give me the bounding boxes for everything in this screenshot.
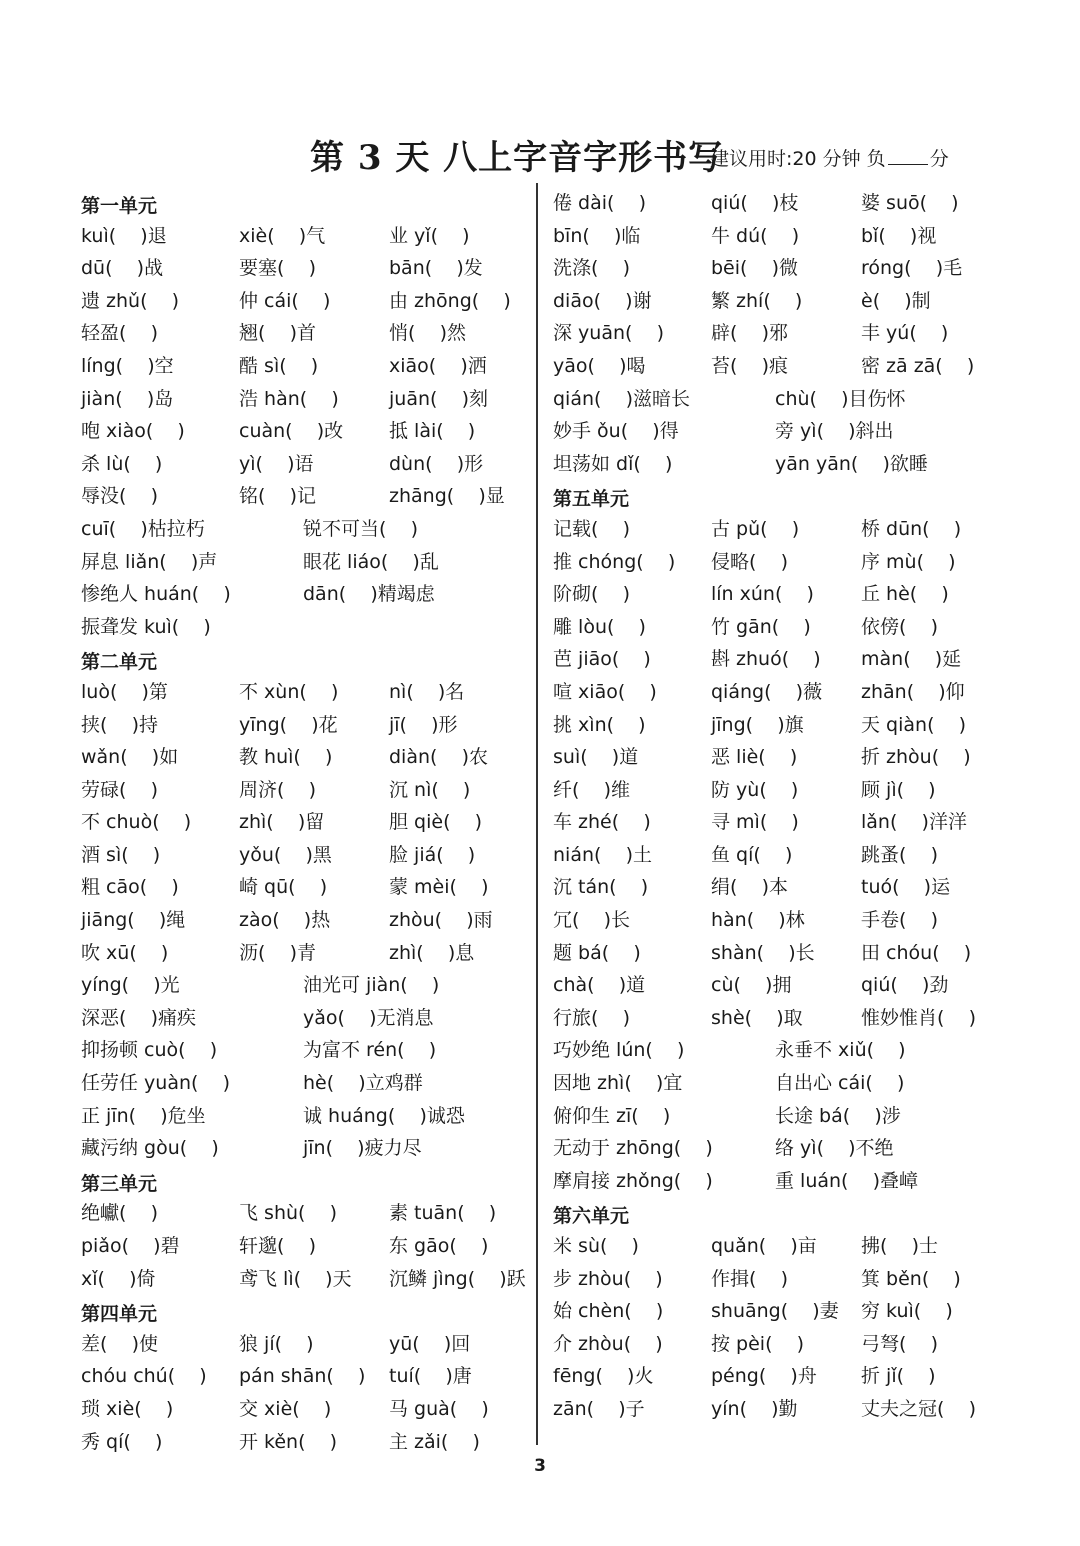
exercise-row: [553, 1002, 1013, 1035]
exercise-item[interactable]: 桥 dūn( ): [861, 517, 962, 540]
exercise-item[interactable]: dùn( )形: [389, 452, 484, 475]
exercise-item[interactable]: 牛 dú( ): [711, 224, 800, 247]
exercise-item[interactable]: jī( )形: [389, 713, 458, 736]
exercise-item[interactable]: 沉鳞 jìng( )跃: [389, 1267, 526, 1290]
exercise-item[interactable]: qiáng( )薇: [711, 680, 823, 703]
exercise-item[interactable]: diàn( )农: [389, 746, 489, 769]
exercise-item[interactable]: 络 yì( )不绝: [775, 1137, 894, 1160]
exercise-item[interactable]: 屏息 liǎn( )声: [81, 550, 218, 573]
exercise-row: [553, 383, 1013, 416]
exercise-item[interactable]: 任劳任 yuàn( ): [81, 1072, 230, 1095]
exercise-row: [553, 546, 1013, 579]
exercise-row: [81, 709, 541, 742]
exercise-item[interactable]: 丈夫之冠( ): [861, 1397, 976, 1420]
exercise-item[interactable]: 诚 huáng( )诚恐: [303, 1104, 465, 1127]
exercise-row: [553, 937, 1013, 970]
exercise-item[interactable]: 无动于 zhōng( ): [553, 1137, 713, 1160]
exercise-item[interactable]: 米 sù( ): [553, 1235, 639, 1257]
exercise-item[interactable]: 蒙 mèi( ): [389, 876, 489, 899]
exercise-row: [553, 774, 1013, 807]
exercise-item[interactable]: zān( )子: [553, 1397, 645, 1420]
exercise-row: [553, 709, 1013, 742]
exercise-row: [81, 904, 541, 937]
exercise-row: [81, 806, 541, 839]
section-title: 第六单元: [553, 1205, 630, 1228]
exercise-row: [81, 676, 541, 709]
exercise-item[interactable]: 辟( )邪: [711, 322, 788, 345]
exercise-item[interactable]: jiāng( )绳: [81, 909, 186, 932]
section-heading-row: [81, 1295, 541, 1328]
exercise-item[interactable]: 婆 suō( ): [861, 192, 959, 214]
exercise-item[interactable]: juān( )刻: [389, 387, 488, 410]
exercise-item[interactable]: yū( )回: [389, 1332, 471, 1355]
exercise-item[interactable]: 开 kěn( ): [239, 1430, 338, 1453]
exercise-row: [81, 1230, 541, 1263]
exercise-item[interactable]: màn( )延: [861, 648, 962, 671]
exercise-item[interactable]: 防 yù( ): [711, 778, 799, 801]
exercise-item[interactable]: 长途 bá( )涉: [775, 1104, 901, 1127]
exercise-row: [81, 350, 541, 383]
exercise-item[interactable]: 胆 qiè( ): [389, 811, 483, 834]
exercise-row: [553, 1295, 1013, 1328]
right-column: [553, 187, 1013, 1426]
exercise-item[interactable]: 粗 cāo( ): [81, 876, 179, 899]
exercise-item[interactable]: 不 xùn( ): [239, 680, 339, 703]
exercise-item[interactable]: dān( )精竭虑: [303, 583, 435, 606]
exercise-item[interactable]: 手卷( ): [861, 909, 938, 932]
exercise-item[interactable]: wǎn( )如: [81, 746, 179, 769]
exercise-item[interactable]: 重 luán( )叠嶂: [775, 1169, 919, 1192]
exercise-item[interactable]: zhòu( )雨: [389, 909, 493, 932]
exercise-item[interactable]: 永垂不 xiǔ( ): [775, 1039, 906, 1062]
exercise-item[interactable]: chù( )目伤怀: [775, 387, 906, 410]
exercise-row: [553, 1165, 1013, 1198]
exercise-item[interactable]: quǎn( )亩: [711, 1235, 817, 1257]
exercise-item[interactable]: 主 zǎi( ): [389, 1430, 480, 1453]
exercise-item[interactable]: yíng( )光: [81, 974, 180, 997]
exercise-row: [81, 415, 541, 448]
exercise-item[interactable]: 穷 kuì( ): [861, 1300, 953, 1323]
exercise-item[interactable]: 阶砌( ): [553, 583, 630, 606]
exercise-row: [553, 448, 1013, 481]
exercise-item[interactable]: 摩肩接 zhǒng( ): [553, 1169, 713, 1192]
exercise-item[interactable]: jīn( )疲力尽: [303, 1137, 422, 1160]
exercise-item[interactable]: 咆 xiào( ): [81, 420, 185, 443]
exercise-row: [81, 839, 541, 872]
exercise-item[interactable]: xiāo( )洒: [389, 354, 487, 377]
exercise-item[interactable]: 俯仰生 zī( ): [553, 1104, 671, 1127]
section-title: 第五单元: [553, 488, 630, 511]
exercise-item[interactable]: 弓弩( ): [861, 1332, 938, 1355]
exercise-item[interactable]: 素 tuān( ): [389, 1202, 497, 1225]
exercise-item[interactable]: péng( )舟: [711, 1365, 817, 1388]
exercise-item[interactable]: 绝巘( ): [81, 1202, 158, 1225]
exercise-item[interactable]: 箕 běn( ): [861, 1267, 961, 1290]
exercise-item[interactable]: 仲 cái( ): [239, 289, 331, 312]
exercise-row: [553, 643, 1013, 676]
exercise-row: [553, 904, 1013, 937]
exercise-item[interactable]: 挟( )持: [81, 713, 158, 736]
exercise-row: [553, 252, 1013, 285]
exercise-item[interactable]: 恶 liè( ): [711, 746, 798, 769]
exercise-row: [81, 1197, 541, 1230]
exercise-row: [553, 578, 1013, 611]
exercise-row: [81, 317, 541, 350]
exercise-item[interactable]: 寻 mì( ): [711, 811, 799, 834]
exercise-item[interactable]: 由 zhōng( ): [389, 289, 511, 312]
exercise-item[interactable]: yín( )勤: [711, 1397, 798, 1420]
exercise-item[interactable]: qián( )滋暗长: [553, 387, 691, 410]
exercise-item[interactable]: 按 pèi( ): [711, 1332, 805, 1355]
exercise-item[interactable]: 喧 xiāo( ): [553, 680, 657, 703]
exercise-item[interactable]: zào( )热: [239, 909, 331, 932]
exercise-item[interactable]: shàn( )长: [711, 941, 815, 964]
exercise-item[interactable]: qiú( )劲: [861, 974, 949, 997]
exercise-row: [553, 350, 1013, 383]
exercise-item[interactable]: jiàn( )岛: [81, 387, 174, 410]
exercise-item[interactable]: 酒 sì( ): [81, 843, 161, 866]
exercise-row: [81, 252, 541, 285]
title-info: [710, 144, 949, 171]
exercise-item[interactable]: hàn( )林: [711, 909, 805, 932]
exercise-item[interactable]: 行旅( ): [553, 1006, 630, 1029]
exercise-item[interactable]: nián( )土: [553, 843, 652, 866]
exercise-item[interactable]: 惨绝人 huán( ): [81, 583, 231, 606]
exercise-row: [81, 1360, 541, 1393]
exercise-row: [553, 1100, 1013, 1133]
exercise-row: [553, 220, 1013, 253]
exercise-item[interactable]: 题 bá( ): [553, 941, 641, 964]
exercise-item[interactable]: pán shān( ): [239, 1365, 366, 1388]
page-number: 3: [534, 1456, 546, 1476]
exercise-item[interactable]: 顾 jì( ): [861, 778, 936, 801]
section-heading-row: [81, 1165, 541, 1198]
exercise-row: [81, 1426, 541, 1459]
exercise-item[interactable]: 介 zhòu( ): [553, 1332, 663, 1355]
section-title: 第一单元: [81, 195, 158, 217]
exercise-item[interactable]: 丘 hè( ): [861, 583, 949, 606]
page-title: 第 3 天 八上字音字形书写: [310, 138, 724, 178]
exercise-item[interactable]: 天 qiàn( ): [861, 713, 967, 736]
exercise-item[interactable]: 不 chuò( ): [81, 811, 192, 834]
exercise-row: [553, 317, 1013, 350]
exercise-item[interactable]: 推 chóng( ): [553, 550, 676, 573]
exercise-item[interactable]: 跳蚤( ): [861, 843, 938, 866]
section-heading-row: [553, 480, 1013, 513]
exercise-row: [81, 1132, 541, 1165]
exercise-item[interactable]: zhān( )仰: [861, 680, 965, 703]
section-title: 第二单元: [81, 651, 158, 674]
exercise-item[interactable]: 抑扬顿 cuò( ): [81, 1039, 218, 1062]
exercise-item[interactable]: 挑 xìn( ): [553, 713, 646, 736]
exercise-row: [553, 285, 1013, 318]
exercise-item[interactable]: 崎 qū( ): [239, 876, 328, 899]
exercise-item[interactable]: 芭 jiāo( ): [553, 648, 651, 671]
exercise-row: [81, 611, 541, 644]
exercise-row: [81, 220, 541, 253]
exercise-item[interactable]: 藏污纳 gòu( ): [81, 1137, 219, 1160]
exercise-item[interactable]: 杀 lù( ): [81, 452, 163, 475]
exercise-row: [553, 1263, 1013, 1296]
exercise-row: [553, 806, 1013, 839]
exercise-row: [81, 871, 541, 904]
exercise-item[interactable]: 步 zhòu( ): [553, 1267, 663, 1290]
exercise-item[interactable]: 狼 jí( ): [239, 1332, 314, 1355]
exercise-item[interactable]: 为富不 rén( ): [303, 1039, 437, 1062]
exercise-item[interactable]: dū( )战: [81, 257, 164, 280]
exercise-item[interactable]: 因地 zhì( )宜: [553, 1072, 683, 1095]
exercise-row: [553, 1067, 1013, 1100]
exercise-item[interactable]: 旁 yì( )斜出: [775, 420, 894, 443]
exercise-item[interactable]: 繁 zhí( ): [711, 289, 803, 312]
exercise-item[interactable]: 遗 zhǔ( ): [81, 289, 180, 312]
exercise-item[interactable]: 纤( )维: [553, 778, 630, 801]
exercise-item[interactable]: yān yān( )欲睡: [775, 452, 928, 475]
exercise-row: [81, 285, 541, 318]
exercise-item[interactable]: 飞 shù( ): [239, 1202, 338, 1225]
exercise-row: [81, 546, 541, 579]
exercise-item[interactable]: 冗( )长: [553, 909, 630, 932]
exercise-item[interactable]: jīng( )旗: [711, 713, 804, 736]
exercise-item[interactable]: yīng( )花: [239, 713, 338, 736]
score-suffix: 分: [929, 148, 949, 170]
score-prefix: 负: [866, 148, 886, 170]
exercise-row: [81, 1034, 541, 1067]
exercise-item[interactable]: 正 jīn( )危坐: [81, 1104, 206, 1127]
exercise-item[interactable]: hè( )立鸡群: [303, 1072, 423, 1095]
exercise-row: [553, 1393, 1013, 1426]
exercise-row: [81, 969, 541, 1002]
exercise-row: [553, 1360, 1013, 1393]
exercise-item[interactable]: 田 chóu( ): [861, 941, 972, 964]
exercise-item[interactable]: yāo( )喝: [553, 354, 646, 377]
section-title: 第四单元: [81, 1303, 158, 1326]
exercise-item[interactable]: 惟妙惟肖( ): [861, 1006, 976, 1029]
exercise-item[interactable]: fēng( )火: [553, 1365, 654, 1388]
exercise-item[interactable]: piǎo( )碧: [81, 1235, 180, 1257]
exercise-item[interactable]: bān( )发: [389, 257, 483, 280]
exercise-item[interactable]: 沥( )青: [239, 941, 316, 964]
exercise-item[interactable]: 竹 gān( ): [711, 615, 811, 638]
exercise-item[interactable]: 记载( ): [553, 517, 630, 540]
exercise-item[interactable]: qiú( )枝: [711, 192, 799, 214]
exercise-item[interactable]: 辱没( ): [81, 485, 158, 508]
exercise-row: [81, 480, 541, 513]
exercise-row: [553, 1132, 1013, 1165]
exercise-item[interactable]: 眼花 liáo( )乱: [303, 550, 439, 573]
exercise-item[interactable]: 序 mù( ): [861, 550, 956, 573]
exercise-item[interactable]: 绢( )本: [711, 876, 788, 899]
exercise-item[interactable]: 业 yǐ( ): [389, 224, 470, 247]
exercise-item[interactable]: 浩 hàn( ): [239, 387, 339, 410]
exercise-item[interactable]: suì( )道: [553, 746, 639, 769]
exercise-item[interactable]: 坦荡如 dǐ( ): [553, 452, 673, 475]
exercise-row: [553, 969, 1013, 1002]
exercise-item[interactable]: 差( )使: [81, 1332, 158, 1355]
exercise-item[interactable]: lǎn( )洋洋: [861, 811, 967, 834]
exercise-item[interactable]: 沉 nì( ): [389, 778, 471, 801]
exercise-row: [553, 1328, 1013, 1361]
exercise-item[interactable]: 妙手 ǒu( )得: [553, 420, 679, 443]
exercise-row: [553, 871, 1013, 904]
exercise-item[interactable]: tuí( )唐: [389, 1365, 472, 1388]
exercise-row: [553, 611, 1013, 644]
section-heading-row: [81, 643, 541, 676]
exercise-item[interactable]: shuāng( )妻: [711, 1300, 839, 1323]
exercise-item[interactable]: 雕 lòu( ): [553, 615, 646, 638]
exercise-item[interactable]: cuī( )枯拉朽: [81, 517, 205, 540]
exercise-row: [553, 1230, 1013, 1263]
exercise-row: [81, 937, 541, 970]
exercise-item[interactable]: xǐ( )倚: [81, 1267, 156, 1290]
exercise-item[interactable]: bēi( )微: [711, 257, 799, 280]
exercise-row: [81, 1328, 541, 1361]
exercise-item[interactable]: 侵略( ): [711, 550, 788, 573]
exercise-item[interactable]: 折 jǐ( ): [861, 1365, 936, 1388]
exercise-item[interactable]: 密 zā zā( ): [861, 354, 975, 377]
exercise-item[interactable]: 折 zhòu( ): [861, 746, 971, 769]
exercise-item[interactable]: tuó( )运: [861, 876, 951, 899]
exercise-item[interactable]: 洗涤( ): [553, 257, 630, 280]
exercise-item[interactable]: 沉 tán( ): [553, 876, 649, 899]
exercise-item[interactable]: 车 zhé( ): [553, 811, 651, 834]
exercise-item[interactable]: 深 yuān( ): [553, 322, 664, 345]
exercise-item[interactable]: 锐不可当( ): [303, 517, 418, 540]
exercise-item[interactable]: 东 gāo( ): [389, 1235, 489, 1257]
exercise-row: [553, 187, 1013, 220]
exercise-item[interactable]: è( )制: [861, 289, 931, 312]
exercise-row: [81, 383, 541, 416]
exercise-item[interactable]: 深恶( )痛疾: [81, 1006, 196, 1029]
exercise-row: [81, 741, 541, 774]
exercise-item[interactable]: 拂( )士: [861, 1235, 938, 1257]
exercise-row: [553, 415, 1013, 448]
exercise-item[interactable]: 古 pǔ( ): [711, 517, 800, 540]
exercise-item[interactable]: yì( )语: [239, 452, 314, 475]
exercise-item[interactable]: zhì( )息: [389, 941, 475, 964]
exercise-item[interactable]: 依傍( ): [861, 615, 938, 638]
exercise-row: [81, 513, 541, 546]
exercise-item[interactable]: 悄( )然: [389, 322, 466, 345]
exercise-item[interactable]: lín xún( ): [711, 583, 814, 606]
exercise-row: [81, 578, 541, 611]
exercise-item[interactable]: 丰 yú( ): [861, 322, 949, 345]
exercise-item[interactable]: 劳碌( ): [81, 778, 158, 801]
exercise-item[interactable]: 交 xiè( ): [239, 1397, 332, 1420]
exercise-item[interactable]: shè( )取: [711, 1006, 803, 1029]
exercise-item[interactable]: 始 chèn( ): [553, 1300, 664, 1323]
exercise-item[interactable]: líng( )空: [81, 354, 174, 377]
exercise-row: [553, 839, 1013, 872]
exercise-item[interactable]: 轩邈( ): [239, 1235, 316, 1257]
exercise-row: [553, 1034, 1013, 1067]
section-heading-row: [81, 187, 541, 220]
exercise-item[interactable]: 脸 jiá( ): [389, 843, 476, 866]
exercise-item[interactable]: nì( )名: [389, 680, 465, 703]
exercise-item[interactable]: bīn( )临: [553, 224, 641, 247]
exercise-row: [81, 1100, 541, 1133]
exercise-row: [81, 1067, 541, 1100]
exercise-item[interactable]: cù( )拥: [711, 974, 792, 997]
exercise-item[interactable]: 自出心 cái( ): [775, 1072, 905, 1095]
exercise-item[interactable]: zhāng( )显: [389, 485, 505, 508]
exercise-item[interactable]: 铭( )记: [239, 485, 316, 508]
exercise-item[interactable]: diāo( )谢: [553, 289, 652, 312]
exercise-item[interactable]: 翘( )首: [239, 322, 316, 345]
exercise-item[interactable]: 马 guà( ): [389, 1397, 489, 1420]
exercise-row: [553, 676, 1013, 709]
exercise-item[interactable]: róng( )毛: [861, 257, 963, 280]
exercise-row: [553, 741, 1013, 774]
exercise-item[interactable]: 周济( ): [239, 778, 316, 801]
exercise-item[interactable]: 倦 dài( ): [553, 192, 647, 214]
section-title: 第三单元: [81, 1172, 158, 1195]
exercise-item[interactable]: zhì( )留: [239, 811, 325, 834]
left-column: [81, 187, 541, 1458]
exercise-item[interactable]: yǒu( )黑: [239, 843, 332, 866]
time-suggestion: 建议用时:20 分钟: [710, 148, 861, 170]
score-blank[interactable]: [888, 163, 928, 165]
exercise-item[interactable]: 油光可 jiàn( ): [303, 974, 440, 997]
exercise-item[interactable]: 抵 lài( ): [389, 420, 476, 443]
exercise-item[interactable]: bǐ( )视: [861, 224, 937, 247]
exercise-item[interactable]: chà( )道: [553, 974, 646, 997]
exercise-item[interactable]: 鸢飞 lì( )天: [239, 1267, 352, 1290]
exercise-item[interactable]: xiè( )气: [239, 224, 326, 247]
exercise-item[interactable]: 苔( )痕: [711, 354, 788, 377]
exercise-row: [81, 1263, 541, 1296]
exercise-row: [81, 1393, 541, 1426]
exercise-item[interactable]: 作揖( ): [711, 1267, 788, 1290]
exercise-item[interactable]: 秀 qí( ): [81, 1430, 163, 1453]
exercise-item[interactable]: 鱼 qí( ): [711, 843, 793, 866]
exercise-item[interactable]: cuàn( )改: [239, 420, 344, 443]
exercise-item[interactable]: luò( )第: [81, 680, 168, 703]
exercise-row: [81, 1002, 541, 1035]
exercise-item[interactable]: kuì( )退: [81, 224, 167, 247]
section-heading-row: [553, 1197, 1013, 1230]
exercise-item[interactable]: 斟 zhuó( ): [711, 648, 821, 671]
exercise-item[interactable]: 琐 xiè( ): [81, 1397, 174, 1420]
exercise-row: [553, 513, 1013, 546]
exercise-item[interactable]: 吹 xū( ): [81, 941, 169, 964]
exercise-item[interactable]: 振聋发 kuì( ): [81, 615, 211, 638]
exercise-item[interactable]: 轻盈( ): [81, 322, 158, 345]
exercise-item[interactable]: 酷 sì( ): [239, 354, 319, 377]
exercise-row: [81, 448, 541, 481]
exercise-row: [81, 774, 541, 807]
exercise-item[interactable]: 要塞( ): [239, 257, 316, 280]
exercise-item[interactable]: 巧妙绝 lún( ): [553, 1039, 685, 1062]
exercise-item[interactable]: yǎo( )无消息: [303, 1006, 434, 1029]
exercise-item[interactable]: chóu chú( ): [81, 1365, 207, 1388]
exercise-item[interactable]: 教 huì( ): [239, 746, 333, 769]
